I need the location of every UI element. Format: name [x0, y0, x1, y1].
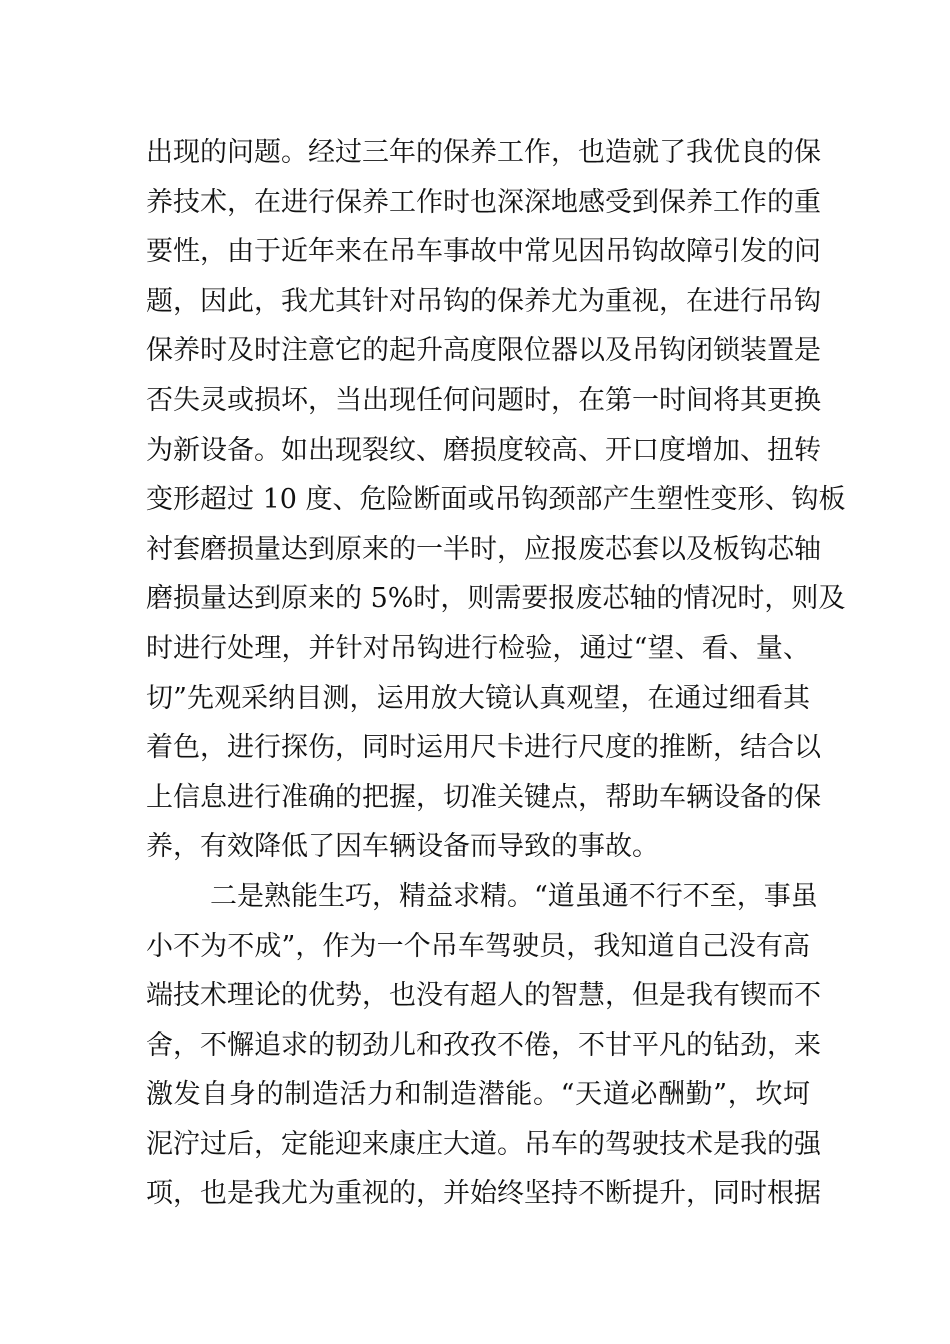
text-line: 上信息进行准确的把握，切准关键点，帮助车辆设备的保 [146, 781, 821, 813]
text-line: 变形超过 10 度、危险断面或吊钩颈部产生塑性变形、钩板 [146, 484, 846, 516]
text-line: 泥泞过后，定能迎来康庄大道。吊车的驾驶技术是我的强 [146, 1128, 821, 1160]
text-line: 磨损量达到原来的 5%时，则需要报废芯轴的情况时，则及 [146, 583, 846, 615]
text-line: 切”先观采纳目测，运用放大镜认真观望，在通过细看其 [146, 682, 810, 714]
text-line: 小不为不成”，作为一个吊车驾驶员，我知道自己没有高 [146, 930, 810, 962]
text-line: 舍，不懈追求的韧劲儿和孜孜不倦，不甘平凡的钻劲，来 [146, 1029, 821, 1061]
text-line: 保养时及时注意它的起升高度限位器以及吊钩闭锁装置是 [146, 335, 821, 367]
text-line: 题，因此，我尤其针对吊钩的保养尤为重视，在进行吊钩 [146, 285, 821, 317]
paragraph-first-line: 二是熟能生巧，精益求精。“道虽通不行不至，事虽 [210, 880, 818, 912]
text-line: 要性，由于近年来在吊车事故中常见因吊钩故障引发的问 [146, 236, 821, 268]
text-line: 项，也是我尤为重视的，并始终坚持不断提升，同时根据 [146, 1178, 821, 1210]
text-line: 时进行处理，并针对吊钩进行检验，通过“望、看、量、 [146, 632, 810, 664]
text-line: 为新设备。如出现裂纹、磨损度较高、开口度增加、扭转 [146, 434, 821, 466]
text-line: 激发自身的制造活力和制造潜能。“天道必酬勤”，坎坷 [146, 1079, 810, 1111]
text-line: 出现的问题。经过三年的保养工作，也造就了我优良的保 [146, 137, 821, 168]
text-line: 着色，进行探伤，同时运用尺卡进行尺度的推断，结合以 [146, 732, 821, 764]
text-line: 端技术理论的优势，也没有超人的智慧，但是我有锲而不 [146, 980, 821, 1012]
text-line: 否失灵或损坏，当出现任何问题时，在第一时间将其更换 [146, 384, 821, 416]
text-line: 养技术，在进行保养工作时也深深地感受到保养工作的重 [146, 186, 821, 218]
paragraph-end-line: 养，有效降低了因车辆设备而导致的事故。 [146, 831, 659, 863]
body-text [146, 128, 846, 1219]
text-line: 衬套磨损量达到原来的一半时，应报废芯套以及板钩芯轴 [146, 533, 821, 565]
